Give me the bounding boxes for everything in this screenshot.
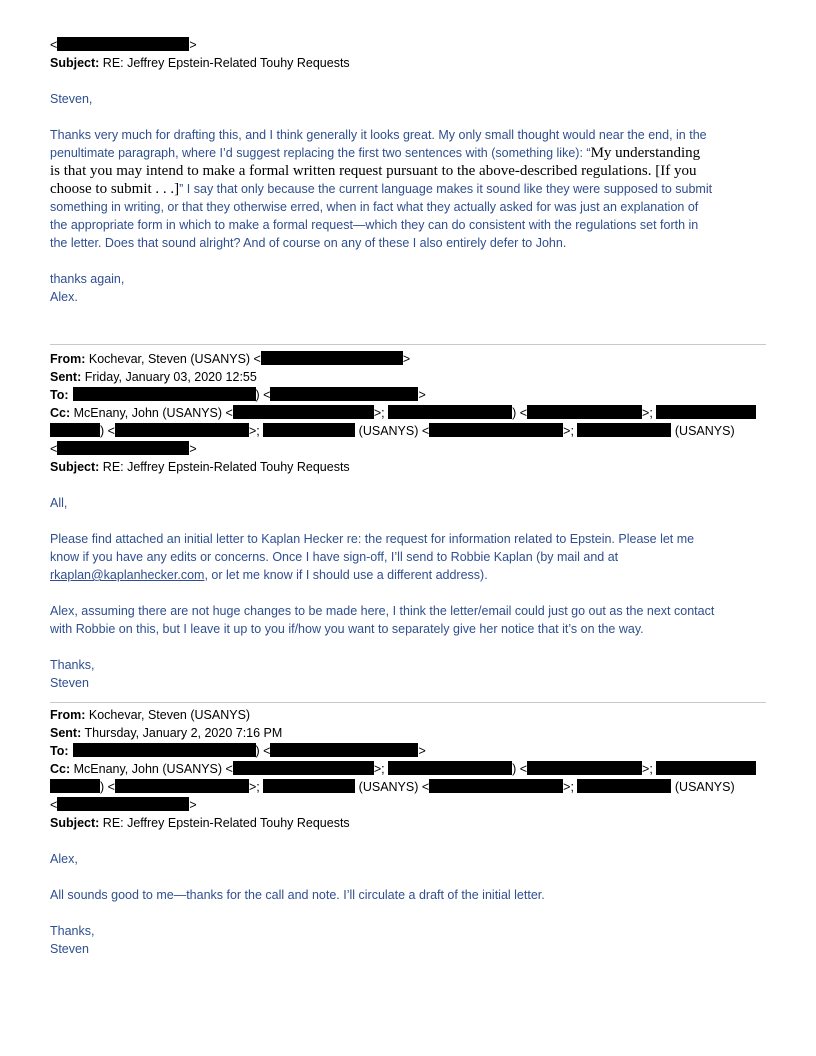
sent-label: Sent: xyxy=(50,726,82,740)
redacted-block xyxy=(57,441,189,455)
sent-line xyxy=(50,368,766,386)
sent-value: Thursday, January 2, 2020 7:16 PM xyxy=(81,726,283,740)
subject-label: Subject: xyxy=(50,460,100,474)
greeting: All, xyxy=(50,496,68,510)
redacted-block xyxy=(263,779,355,793)
subject-value: RE: Jeffrey Epstein-Related Touhy Requests xyxy=(99,56,350,70)
redacted-block xyxy=(263,423,355,437)
body-line: with Robbie on this, but I leave it up to you if/how you want to separately give her notice that it’s on the way. xyxy=(50,622,644,636)
email-body-paragraph xyxy=(50,530,766,584)
cc-line-continued: < > xyxy=(50,798,197,812)
closing: Thanks, xyxy=(50,924,95,938)
body-line: Thanks very much for drafting this, and I think generally it looks great. My only small thought would near the end, in the xyxy=(50,128,707,142)
redacted-block xyxy=(50,779,100,793)
redacted-block xyxy=(429,423,563,437)
from-line: From: Kochevar, Steven (USANYS) < > xyxy=(50,352,411,366)
body-line: Please find attached an initial letter to Kaplan Hecker re: the request for information related to Epstein. Please let me xyxy=(50,532,695,546)
body-line: the appropriate form in which to make a formal request—which they can do consistent with the regulations set forth in xyxy=(50,218,699,232)
body-line: choose to submit . . .]” I say that only because the current language makes it sound like they were supposed to submit xyxy=(50,181,713,197)
sent-label: Sent: xyxy=(50,370,82,384)
redacted-block xyxy=(50,423,100,437)
quoted-text: My understanding xyxy=(590,145,701,161)
email-body-paragraph xyxy=(50,126,766,252)
cc-label: Cc: xyxy=(50,762,71,776)
redacted-block xyxy=(577,423,671,437)
email-body-paragraph xyxy=(50,602,766,638)
email-link[interactable]: rkaplan@kaplanhecker.com xyxy=(50,568,205,582)
body-line: penultimate paragraph, where I’d suggest replacing the first two sentences with (something like): “My understanding xyxy=(50,145,701,161)
redacted-block xyxy=(115,423,249,437)
cc-label: Cc: xyxy=(50,406,71,420)
to-line: To: ) < > xyxy=(50,744,426,758)
redacted-block xyxy=(429,779,563,793)
redacted-block xyxy=(656,405,756,419)
from-label: From: xyxy=(50,708,86,722)
subject-line xyxy=(50,814,766,832)
greeting: Steven, xyxy=(50,92,93,106)
signature: Alex. xyxy=(50,290,78,304)
redacted-block xyxy=(270,387,418,401)
subject-value: RE: Jeffrey Epstein-Related Touhy Requests xyxy=(99,460,350,474)
redacted-block xyxy=(388,405,512,419)
to-line: To: ) < > xyxy=(50,388,426,402)
redacted-block xyxy=(233,761,374,775)
body-line: the letter. Does that sound alright? And of course on any of these I also entirely defer to John. xyxy=(50,236,567,250)
cc-line-continued: ) < >; (USANYS) < >; (USANYS) xyxy=(50,422,766,440)
from-label: From: xyxy=(50,352,86,366)
redacted-block xyxy=(527,761,642,775)
cc-line-continued: ) < >; (USANYS) < >; (USANYS) xyxy=(50,778,766,796)
signature: Steven xyxy=(50,676,89,690)
redacted-block xyxy=(270,743,418,757)
body-line: All sounds good to me—thanks for the call and note. I’ll circulate a draft of the initial letter. xyxy=(50,888,545,902)
body-line: know if you have any edits or concerns. Once I have sign-off, I’ll send to Robbie Kaplan (by mail and at xyxy=(50,550,619,564)
from-line: From: Kochevar, Steven (USANYS) xyxy=(50,708,251,722)
sent-value: Friday, January 03, 2020 12:55 xyxy=(81,370,257,384)
signature: Steven xyxy=(50,942,89,956)
subject-label: Subject: xyxy=(50,816,100,830)
cc-line: Cc: McEnany, John (USANYS) < >; ) < >; xyxy=(50,404,766,422)
angle-close: > xyxy=(189,38,197,52)
body-line: rkaplan@kaplanhecker.com, or let me know if I should use a different address). xyxy=(50,568,488,582)
top-address-line xyxy=(50,36,766,54)
redacted-block xyxy=(261,351,403,365)
quoted-text: is that you may intend to make a formal written request pursuant to the above-described regulations. [If you xyxy=(50,163,697,179)
redacted-block xyxy=(388,761,512,775)
body-line: Alex, assuming there are not huge changes to be made here, I think the letter/email could just go out as the next contact xyxy=(50,604,715,618)
subject-line xyxy=(50,458,766,476)
redacted-block xyxy=(233,405,374,419)
cc-line-continued: < > xyxy=(50,442,197,456)
redacted-block xyxy=(73,387,256,401)
subject-value: RE: Jeffrey Epstein-Related Touhy Requests xyxy=(99,816,350,830)
redacted-block xyxy=(115,779,249,793)
subject-label: Subject: xyxy=(50,56,100,70)
redacted-block xyxy=(527,405,642,419)
redacted-block xyxy=(577,779,671,793)
subject-line xyxy=(50,54,766,72)
closing: thanks again, xyxy=(50,272,125,286)
redacted-block xyxy=(57,797,189,811)
to-label: To: xyxy=(50,388,69,402)
redacted-block xyxy=(656,761,756,775)
closing: Thanks, xyxy=(50,658,95,672)
email-document xyxy=(50,36,766,958)
redacted-block xyxy=(57,37,189,51)
quoted-text: choose to submit . . .] xyxy=(50,181,180,197)
cc-line: Cc: McEnany, John (USANYS) < >; ) < >; xyxy=(50,760,766,778)
to-label: To: xyxy=(50,744,69,758)
redacted-block xyxy=(73,743,256,757)
greeting: Alex, xyxy=(50,852,78,866)
body-line: something in writing, or that they otherwise erred, when in fact what they actually asked for was just an explanation of xyxy=(50,200,699,214)
sent-line xyxy=(50,724,766,742)
angle-open: < xyxy=(50,38,58,52)
